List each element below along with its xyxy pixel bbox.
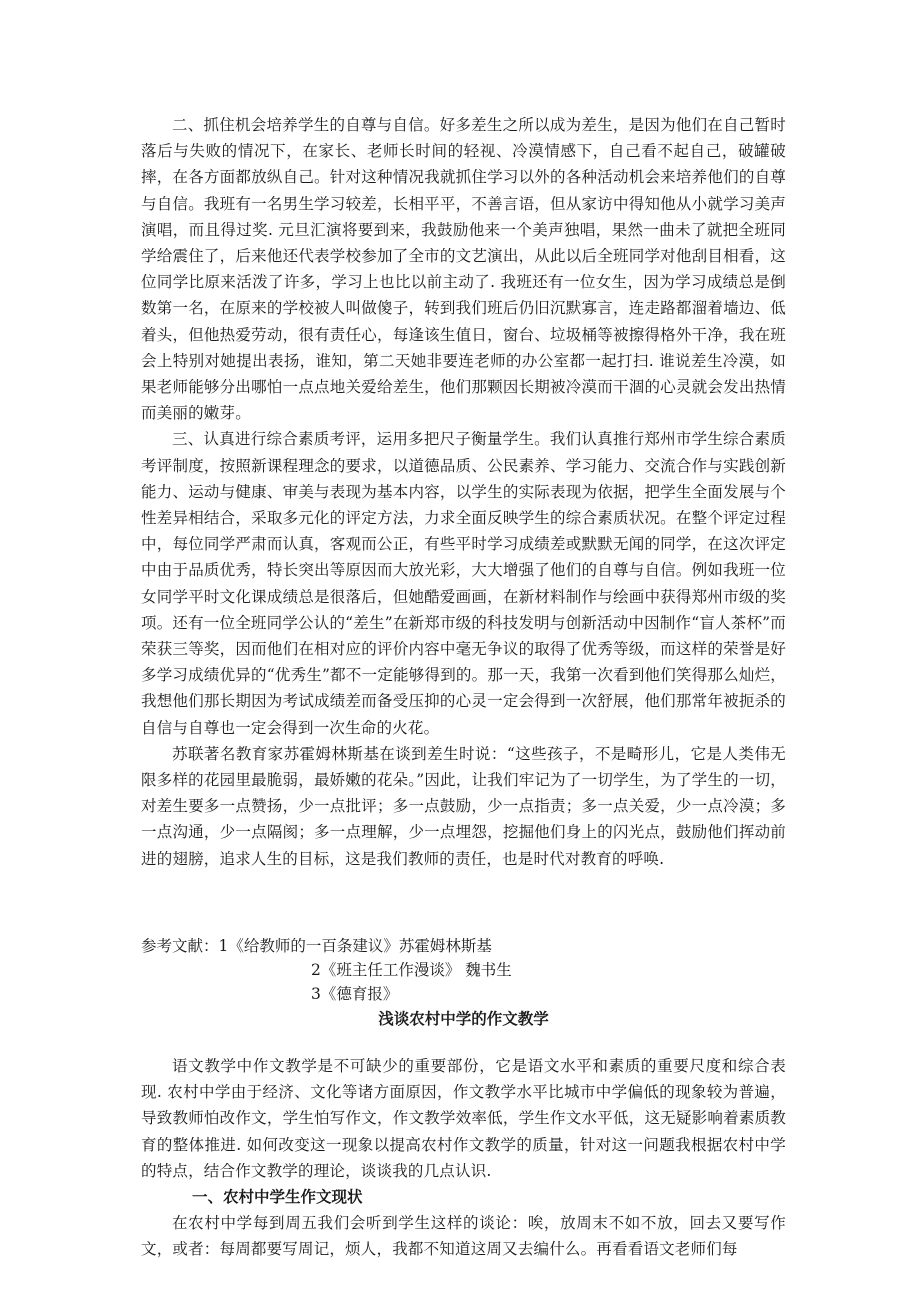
section-1-text: 在农村中学每到周五我们会听到学生这样的谈论：唉，放周末不如不放，回去又要写作文，或者：每周都要写周记，烦人，我都不知道这周又去编什么。再看看语文老师们每 (141, 1213, 786, 1259)
paragraph-comprehensive-evaluation: 三、认真进行综合素质考评，运用多把尺子衡量学生。我们认真推行郑州市学生综合素质考评制度，按照新课程理念的要求，以道德品质、公民素养、学习能力、交流合作与实践创新能力、运动与健康、审美与表现为基本内容，以学生的实际表现为依据，把学生全面发展与个性差异相结合，采取多元化的评定方法，力求全面反映学生的综合素质状况。在整个评定过程中，每位同学严肃而认真，客观而公正，有些平时学习成绩差或默默无闻的同学，在这次评定中由于品质优秀，特长突出等原因而大放光彩，大大增强了他们的自尊与自信。例如我班一位女同学平时文化课成绩总是很落后，但她酷爱画画，在新材料制作与绘画中获得郑州市级的奖项。还有一位全班同学公认的“差生”在新郑市级的科技发明与创新活动中因制作“盲人茶杯”而荣获三等奖，因而他们在相对应的评价内容中毫无争议的取得了优秀等级，而这样的荣誉是好多学习成绩优异的“优秀生”都不一定能够得到的。那一天，我第一次看到他们笑得那么灿烂，我想他们那长期因为考试成绩差而备受压抑的心灵一定会得到一次舒展，他们那常年被扼杀的自信与自尊也一定会得到一次生命的火花。 (141, 430, 786, 737)
article-title: 浅谈农村中学的作文教学 (378, 1009, 549, 1028)
reference-2: 2《班主任工作漫谈》 魏书生 (311, 960, 512, 979)
article-intro: 语文教学中作文教学是不可缺少的重要部份，它是语文水平和素质的重要尺度和综合表现. 农村中学由于经济、文化等诸方面原因，作文教学水平比城市中学偏低的现象较为普遍，导致教师怕改作文，学生怕写作文，作文教学效率低，学生作文水平低，这无疑影响着素质教育的整体推进. 如何改变这一现象以提高农村作文教学的质量，针对这一问题我根据农村中学的特点，结合作文教学的理论，谈谈我的几点认识. (141, 1056, 786, 1180)
section-heading-1: 一、农村中学生作文现状 (192, 1187, 363, 1206)
article-body (141, 1053, 786, 1262)
reference-1: 参考文献：1《给教师的一百条建议》苏霍姆林斯基 (141, 936, 492, 955)
document-page (141, 112, 786, 1262)
references-block (141, 934, 786, 1006)
paragraph-self-esteem: 二、抓住机会培养学生的自尊与自信。好多差生之所以成为差生，是因为他们在自己暂时落后与失败的情况下，在家长、老师长时间的轻视、冷漠情感下，自己看不起自己，破罐破摔，在各方面都放纵自己。针对这种情况我就抓住学习以外的各种活动机会来培养他们的自尊与自信。我班有一名男生学习较差，长相平平，不善言语，但从家访中得知他从小就学习美声演唱，而且得过奖. 元旦汇演将要到来，我鼓励他来一个美声独唱，果然一曲未了就把全班同学给震住了，后来他还代表学校参加了全市的文艺演出，从此以后全班同学对他刮目相看，这位同学比原来活泼了许多，学习上也比以前主动了. 我班还有一位女生，因为学习成绩总是倒数第一名，在原来的学校被人叫做傻子，转到我们班后仍旧沉默寡言，连走路都溜着墙边、低着头，但他热爱劳动，很有责任心，每逢该生值日，窗台、垃圾桶等被擦得格外干净，我在班会上特别对她提出表扬，谁知，第二天她非要连老师的办公室都一起打扫. 谁说差生冷漠，如果老师能够分出哪怕一点点地关爱给差生，他们那颗因长期被冷漠而干涸的心灵就会发出热情而美丽的嫩芽。 (141, 116, 786, 423)
paragraph-sukhomlinsky-quote: 苏联著名教育家苏霍姆林斯基在谈到差生时说：“这些孩子，不是畸形儿，它是人类伟无限多样的花园里最脆弱，最娇嫩的花朵。”因此，让我们牢记为了一切学生，为了学生的一切，对差生要多一点赞扬，少一点批评；多一点鼓励，少一点指责；多一点关爱，少一点冷漠；多一点沟通，少一点隔阂；多一点理解，少一点埋怨，挖掘他们身上的闪光点，鼓励他们挥动前进的翅膀，追求人生的目标，这是我们教师的责任，也是时代对教育的呼唤. (141, 744, 786, 868)
reference-3: 3《德育报》 (311, 984, 399, 1003)
